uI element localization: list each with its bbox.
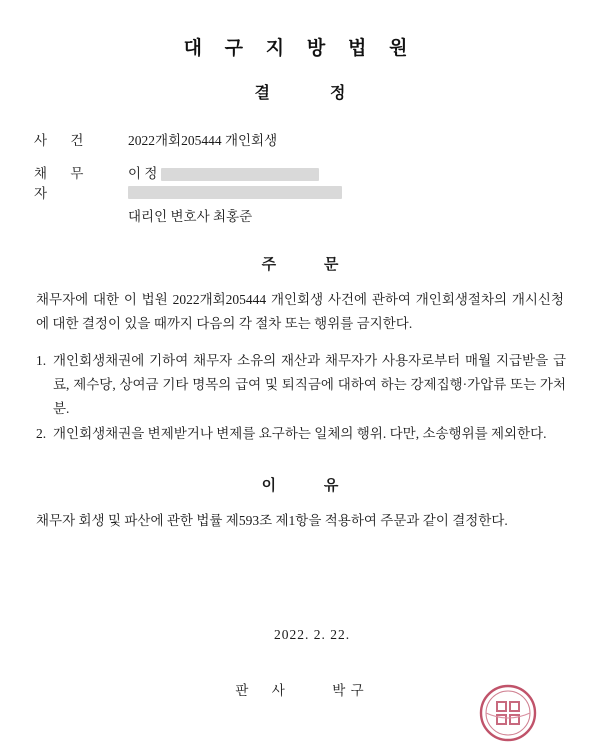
decision-date: 2022. 2. 22. xyxy=(273,627,351,643)
judge-role-label: 판 사 xyxy=(235,683,295,699)
reason-paragraph: 채무자 회생 및 파산에 관한 법률 제593조 제1항을 적용하여 주문과 같이 결정한다. xyxy=(36,512,508,528)
case-fields xyxy=(34,129,566,225)
redaction-bar-1 xyxy=(161,168,319,181)
list-item xyxy=(36,349,566,420)
legal-agent-line: 대리인 변호사 최홍준 xyxy=(128,209,253,224)
document-type-heading: 결 정 xyxy=(254,85,374,102)
main-text-paragraph: 채무자에 대한 이 법원 2022개회205444 개인회생 사건에 관하여 개인회생절차의 개시신청에 대한 결정이 있을 때까지 다음의 각 절차 또는 행위를 금지한다. xyxy=(36,292,564,331)
field-row-case xyxy=(34,129,566,149)
list-item xyxy=(36,422,566,446)
judge-name: 박 구 xyxy=(332,683,365,699)
court-name-heading: 대 구 지 방 법 원 xyxy=(183,38,417,59)
debtor-name-partial: 이 정 xyxy=(128,166,158,181)
field-row-debtor xyxy=(34,162,566,225)
field-value-debtor xyxy=(128,162,566,225)
field-label-debtor: 채 무 자 xyxy=(34,166,94,201)
main-text-heading: 주 문 xyxy=(261,257,361,273)
list-item-marker: 2. xyxy=(36,426,47,442)
prohibited-actions-list xyxy=(34,349,566,446)
redaction-bar-2 xyxy=(128,186,342,199)
list-item-text: 개인회생채권에 기하여 채무자 소유의 재산과 채무자가 사용자로부터 매월 지급받을 급료, 제수당, 상여금 기타 명목의 급여 및 퇴직금에 대하여 하는 강제집행·가압류 또는 가처분. xyxy=(53,353,566,416)
document-page xyxy=(0,33,600,749)
list-item-marker: 1. xyxy=(36,353,47,369)
field-label-case: 사 건 xyxy=(34,133,94,148)
list-item-text: 개인회생채권을 변제받거나 변제를 요구하는 일체의 행위. 다만, 소송행위를 제외한다. xyxy=(53,426,547,442)
field-value-case: 2022개회205444 개인회생 xyxy=(128,133,278,148)
court-seal-icon xyxy=(478,683,538,743)
reason-heading: 이 유 xyxy=(261,477,361,494)
